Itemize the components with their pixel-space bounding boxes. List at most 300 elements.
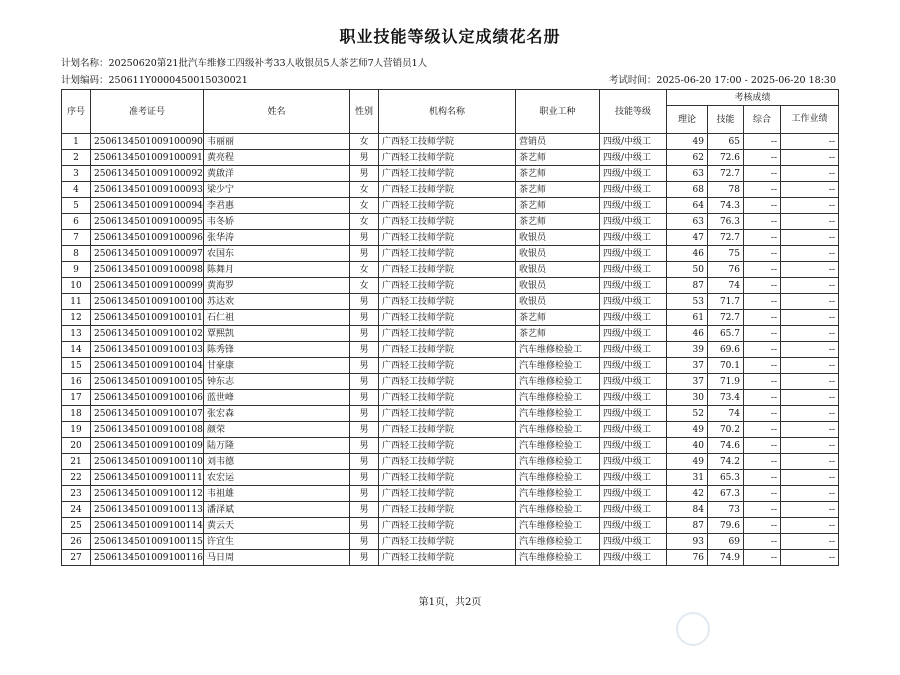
- cell-job: 汽车维修检验工: [516, 550, 600, 566]
- cell-theory: 62: [667, 150, 708, 166]
- cell-job: 汽车维修检验工: [516, 390, 600, 406]
- cell-performance: --: [781, 198, 839, 214]
- table-row: [62, 390, 839, 406]
- cell-name: 马日周: [204, 550, 350, 566]
- cell-job: 收银员: [516, 294, 600, 310]
- cell-job: 营销员: [516, 134, 600, 150]
- cell-ticket: 2506134501009100090: [91, 134, 204, 150]
- cell-performance: --: [781, 214, 839, 230]
- cell-job: 汽车维修检验工: [516, 534, 600, 550]
- cell-seq: 9: [62, 262, 91, 278]
- cell-job: 汽车维修检验工: [516, 470, 600, 486]
- cell-performance: --: [781, 134, 839, 150]
- cell-seq: 13: [62, 326, 91, 342]
- table-row: [62, 550, 839, 566]
- cell-comprehensive: --: [744, 550, 781, 566]
- cell-level: 四级/中级工: [600, 326, 667, 342]
- cell-org: 广西轻工技师学院: [379, 454, 516, 470]
- cell-job: 汽车维修检验工: [516, 422, 600, 438]
- cell-level: 四级/中级工: [600, 342, 667, 358]
- cell-name: 黄云天: [204, 518, 350, 534]
- cell-seq: 5: [62, 198, 91, 214]
- cell-job: 汽车维修检验工: [516, 342, 600, 358]
- cell-seq: 24: [62, 502, 91, 518]
- cell-seq: 21: [62, 454, 91, 470]
- cell-theory: 30: [667, 390, 708, 406]
- cell-ticket: 2506134501009100098: [91, 262, 204, 278]
- table-row: [62, 182, 839, 198]
- cell-skill: 71.7: [708, 294, 744, 310]
- cell-name: 蓝世峰: [204, 390, 350, 406]
- cell-name: 黄亮程: [204, 150, 350, 166]
- score-roster-table: [61, 89, 839, 566]
- cell-level: 四级/中级工: [600, 166, 667, 182]
- watermark-logo: [676, 610, 860, 646]
- cell-theory: 42: [667, 486, 708, 502]
- cell-org: 广西轻工技师学院: [379, 358, 516, 374]
- plan-code: 计划编码：250611Y0000450015030021: [61, 75, 248, 86]
- cell-comprehensive: --: [744, 358, 781, 374]
- cell-comprehensive: --: [744, 262, 781, 278]
- cell-comprehensive: --: [744, 310, 781, 326]
- cell-level: 四级/中级工: [600, 150, 667, 166]
- cell-level: 四级/中级工: [600, 422, 667, 438]
- table-row: [62, 422, 839, 438]
- cell-level: 四级/中级工: [600, 358, 667, 374]
- cell-theory: 49: [667, 454, 708, 470]
- cell-performance: --: [781, 326, 839, 342]
- cell-comprehensive: --: [744, 246, 781, 262]
- cell-performance: --: [781, 150, 839, 166]
- cell-theory: 61: [667, 310, 708, 326]
- cell-name: 农国东: [204, 246, 350, 262]
- cell-gender: 女: [350, 262, 379, 278]
- cell-seq: 11: [62, 294, 91, 310]
- cell-ticket: 2506134501009100099: [91, 278, 204, 294]
- cell-gender: 男: [350, 310, 379, 326]
- cell-name: 许宜生: [204, 534, 350, 550]
- cell-skill: 71.9: [708, 374, 744, 390]
- cell-ticket: 2506134501009100112: [91, 486, 204, 502]
- cell-comprehensive: --: [744, 406, 781, 422]
- cell-seq: 19: [62, 422, 91, 438]
- cell-name: 钟东志: [204, 374, 350, 390]
- cell-seq: 3: [62, 166, 91, 182]
- cell-theory: 76: [667, 550, 708, 566]
- cell-comprehensive: --: [744, 230, 781, 246]
- cell-job: 茶艺师: [516, 326, 600, 342]
- cell-org: 广西轻工技师学院: [379, 230, 516, 246]
- cell-gender: 女: [350, 182, 379, 198]
- header-scores: 考核成绩: [667, 90, 839, 106]
- cell-comprehensive: --: [744, 166, 781, 182]
- cell-job: 茶艺师: [516, 182, 600, 198]
- header-level: 技能等级: [600, 90, 667, 134]
- cell-performance: --: [781, 470, 839, 486]
- cell-theory: 37: [667, 374, 708, 390]
- cell-skill: 76.3: [708, 214, 744, 230]
- cell-skill: 67.3: [708, 486, 744, 502]
- cell-org: 广西轻工技师学院: [379, 198, 516, 214]
- cell-org: 广西轻工技师学院: [379, 502, 516, 518]
- cell-org: 广西轻工技师学院: [379, 342, 516, 358]
- cell-skill: 72.7: [708, 166, 744, 182]
- cell-org: 广西轻工技师学院: [379, 166, 516, 182]
- cell-gender: 男: [350, 422, 379, 438]
- cell-ticket: 2506134501009100094: [91, 198, 204, 214]
- cell-org: 广西轻工技师学院: [379, 470, 516, 486]
- cell-job: 茶艺师: [516, 150, 600, 166]
- cell-seq: 25: [62, 518, 91, 534]
- cell-level: 四级/中级工: [600, 278, 667, 294]
- cell-performance: --: [781, 166, 839, 182]
- cell-seq: 22: [62, 470, 91, 486]
- cell-seq: 16: [62, 374, 91, 390]
- cell-performance: --: [781, 486, 839, 502]
- cell-gender: 男: [350, 374, 379, 390]
- cell-skill: 65.3: [708, 470, 744, 486]
- cell-gender: 男: [350, 246, 379, 262]
- cell-performance: --: [781, 230, 839, 246]
- cell-level: 四级/中级工: [600, 406, 667, 422]
- cell-gender: 男: [350, 358, 379, 374]
- cell-theory: 68: [667, 182, 708, 198]
- cell-gender: 男: [350, 390, 379, 406]
- cell-org: 广西轻工技师学院: [379, 390, 516, 406]
- cell-gender: 女: [350, 278, 379, 294]
- cell-skill: 79.6: [708, 518, 744, 534]
- cell-job: 收银员: [516, 230, 600, 246]
- cell-ticket: 2506134501009100113: [91, 502, 204, 518]
- cell-seq: 2: [62, 150, 91, 166]
- cell-theory: 53: [667, 294, 708, 310]
- cell-skill: 74.6: [708, 438, 744, 454]
- cell-job: 汽车维修检验工: [516, 502, 600, 518]
- cell-skill: 74.9: [708, 550, 744, 566]
- cell-comprehensive: --: [744, 390, 781, 406]
- cell-level: 四级/中级工: [600, 134, 667, 150]
- cell-seq: 14: [62, 342, 91, 358]
- cell-skill: 72.7: [708, 230, 744, 246]
- header-theory: 理论: [667, 106, 708, 134]
- table-row: [62, 406, 839, 422]
- cell-theory: 47: [667, 230, 708, 246]
- cell-name: 刘韦德: [204, 454, 350, 470]
- cell-gender: 男: [350, 502, 379, 518]
- cell-skill: 70.2: [708, 422, 744, 438]
- table-row: [62, 342, 839, 358]
- cell-level: 四级/中级工: [600, 262, 667, 278]
- cell-name: 张华涛: [204, 230, 350, 246]
- cell-gender: 男: [350, 486, 379, 502]
- cell-gender: 男: [350, 518, 379, 534]
- cell-gender: 男: [350, 406, 379, 422]
- cell-theory: 64: [667, 198, 708, 214]
- cell-job: 汽车维修检验工: [516, 438, 600, 454]
- cell-performance: --: [781, 454, 839, 470]
- header-name: 姓名: [204, 90, 350, 134]
- cell-seq: 1: [62, 134, 91, 150]
- cell-level: 四级/中级工: [600, 294, 667, 310]
- cell-performance: --: [781, 406, 839, 422]
- cell-skill: 74.2: [708, 454, 744, 470]
- cell-job: 汽车维修检验工: [516, 454, 600, 470]
- cell-name: 李君惠: [204, 198, 350, 214]
- cell-ticket: 2506134501009100106: [91, 390, 204, 406]
- cell-name: 石仁祖: [204, 310, 350, 326]
- header-comprehensive: 综合: [744, 106, 781, 134]
- cell-org: 广西轻工技师学院: [379, 246, 516, 262]
- cell-comprehensive: --: [744, 278, 781, 294]
- cell-theory: 87: [667, 278, 708, 294]
- cell-skill: 70.1: [708, 358, 744, 374]
- table-row: [62, 214, 839, 230]
- cell-level: 四级/中级工: [600, 214, 667, 230]
- cell-performance: --: [781, 534, 839, 550]
- cell-org: 广西轻工技师学院: [379, 550, 516, 566]
- cell-level: 四级/中级工: [600, 390, 667, 406]
- cell-performance: --: [781, 438, 839, 454]
- table-row: [62, 358, 839, 374]
- cell-performance: --: [781, 278, 839, 294]
- header-seq: 序号: [62, 90, 91, 134]
- cell-seq: 18: [62, 406, 91, 422]
- cell-job: 茶艺师: [516, 166, 600, 182]
- cell-seq: 15: [62, 358, 91, 374]
- cell-level: 四级/中级工: [600, 438, 667, 454]
- table-row: [62, 150, 839, 166]
- cell-name: 农宏运: [204, 470, 350, 486]
- table-row: [62, 534, 839, 550]
- table-row: [62, 134, 839, 150]
- cell-performance: --: [781, 390, 839, 406]
- cell-gender: 女: [350, 134, 379, 150]
- cell-comprehensive: --: [744, 182, 781, 198]
- cell-ticket: 2506134501009100107: [91, 406, 204, 422]
- cell-org: 广西轻工技师学院: [379, 134, 516, 150]
- header-ticket: 准考证号: [91, 90, 204, 134]
- cell-seq: 12: [62, 310, 91, 326]
- cell-gender: 男: [350, 342, 379, 358]
- header-job: 职业工种: [516, 90, 600, 134]
- cell-org: 广西轻工技师学院: [379, 438, 516, 454]
- header-performance: 工作业绩: [781, 106, 839, 134]
- cell-job: 茶艺师: [516, 310, 600, 326]
- cell-theory: 46: [667, 326, 708, 342]
- cell-comprehensive: --: [744, 134, 781, 150]
- cell-gender: 男: [350, 534, 379, 550]
- cell-gender: 男: [350, 438, 379, 454]
- cell-org: 广西轻工技师学院: [379, 182, 516, 198]
- cell-comprehensive: --: [744, 518, 781, 534]
- cell-skill: 72.6: [708, 150, 744, 166]
- cell-theory: 40: [667, 438, 708, 454]
- cell-level: 四级/中级工: [600, 246, 667, 262]
- page-title: 职业技能等级认定成绩花名册: [339, 27, 561, 46]
- cell-org: 广西轻工技师学院: [379, 150, 516, 166]
- cell-skill: 69.6: [708, 342, 744, 358]
- cell-org: 广西轻工技师学院: [379, 422, 516, 438]
- cell-theory: 63: [667, 166, 708, 182]
- cell-comprehensive: --: [744, 486, 781, 502]
- cell-performance: --: [781, 310, 839, 326]
- cell-ticket: 2506134501009100101: [91, 310, 204, 326]
- header-skill: 技能: [708, 106, 744, 134]
- cell-comprehensive: --: [744, 422, 781, 438]
- cell-theory: 87: [667, 518, 708, 534]
- cell-comprehensive: --: [744, 342, 781, 358]
- table-row: [62, 374, 839, 390]
- cell-skill: 74.3: [708, 198, 744, 214]
- cell-seq: 8: [62, 246, 91, 262]
- table-row: [62, 438, 839, 454]
- cell-job: 收银员: [516, 278, 600, 294]
- cell-gender: 男: [350, 294, 379, 310]
- cell-seq: 20: [62, 438, 91, 454]
- cell-seq: 17: [62, 390, 91, 406]
- cell-level: 四级/中级工: [600, 454, 667, 470]
- cell-comprehensive: --: [744, 438, 781, 454]
- cell-job: 汽车维修检验工: [516, 358, 600, 374]
- cell-name: 甘豪康: [204, 358, 350, 374]
- table-row: [62, 294, 839, 310]
- cell-org: 广西轻工技师学院: [379, 486, 516, 502]
- table-row: [62, 326, 839, 342]
- header-org: 机构名称: [379, 90, 516, 134]
- cell-gender: 男: [350, 454, 379, 470]
- cell-level: 四级/中级工: [600, 198, 667, 214]
- cell-ticket: 2506134501009100116: [91, 550, 204, 566]
- cell-skill: 78: [708, 182, 744, 198]
- cell-org: 广西轻工技师学院: [379, 374, 516, 390]
- cell-seq: 23: [62, 486, 91, 502]
- cell-ticket: 2506134501009100115: [91, 534, 204, 550]
- cell-level: 四级/中级工: [600, 550, 667, 566]
- cell-skill: 65: [708, 134, 744, 150]
- cell-name: 陆万隆: [204, 438, 350, 454]
- cell-seq: 27: [62, 550, 91, 566]
- cell-name: 颜荣: [204, 422, 350, 438]
- cell-seq: 6: [62, 214, 91, 230]
- cell-org: 广西轻工技师学院: [379, 294, 516, 310]
- cell-theory: 49: [667, 422, 708, 438]
- cell-job: 茶艺师: [516, 214, 600, 230]
- cell-skill: 76: [708, 262, 744, 278]
- cell-ticket: 2506134501009100092: [91, 166, 204, 182]
- cell-skill: 73: [708, 502, 744, 518]
- cell-theory: 49: [667, 134, 708, 150]
- cell-name: 梁少宁: [204, 182, 350, 198]
- cell-performance: --: [781, 422, 839, 438]
- cell-skill: 74: [708, 278, 744, 294]
- cell-theory: 52: [667, 406, 708, 422]
- cell-skill: 75: [708, 246, 744, 262]
- cell-performance: --: [781, 342, 839, 358]
- cell-gender: 女: [350, 198, 379, 214]
- cell-ticket: 2506134501009100100: [91, 294, 204, 310]
- cell-org: 广西轻工技师学院: [379, 262, 516, 278]
- cell-skill: 69: [708, 534, 744, 550]
- cell-name: 韦冬娇: [204, 214, 350, 230]
- cell-ticket: 2506134501009100102: [91, 326, 204, 342]
- cell-gender: 男: [350, 326, 379, 342]
- cell-org: 广西轻工技师学院: [379, 310, 516, 326]
- cell-job: 汽车维修检验工: [516, 374, 600, 390]
- watermark-circle-icon: [676, 612, 710, 646]
- cell-performance: --: [781, 182, 839, 198]
- cell-ticket: 2506134501009100096: [91, 230, 204, 246]
- table-row: [62, 486, 839, 502]
- cell-name: 韦丽丽: [204, 134, 350, 150]
- cell-level: 四级/中级工: [600, 486, 667, 502]
- cell-comprehensive: --: [744, 294, 781, 310]
- cell-org: 广西轻工技师学院: [379, 518, 516, 534]
- cell-skill: 74: [708, 406, 744, 422]
- table-row: [62, 470, 839, 486]
- table-row: [62, 230, 839, 246]
- cell-level: 四级/中级工: [600, 470, 667, 486]
- cell-ticket: 2506134501009100114: [91, 518, 204, 534]
- cell-name: 苏达欢: [204, 294, 350, 310]
- cell-performance: --: [781, 358, 839, 374]
- cell-theory: 39: [667, 342, 708, 358]
- cell-ticket: 2506134501009100110: [91, 454, 204, 470]
- cell-performance: --: [781, 550, 839, 566]
- cell-theory: 63: [667, 214, 708, 230]
- cell-job: 汽车维修检验工: [516, 406, 600, 422]
- cell-job: 汽车维修检验工: [516, 518, 600, 534]
- cell-org: 广西轻工技师学院: [379, 214, 516, 230]
- cell-ticket: 2506134501009100103: [91, 342, 204, 358]
- cell-level: 四级/中级工: [600, 518, 667, 534]
- cell-level: 四级/中级工: [600, 374, 667, 390]
- plan-name: 计划名称：20250620第21批汽车维修工四级补考33人收银员5人茶艺师7人营销员1人: [61, 58, 428, 69]
- cell-seq: 10: [62, 278, 91, 294]
- table-row: [62, 198, 839, 214]
- table-row: [62, 454, 839, 470]
- cell-ticket: 2506134501009100104: [91, 358, 204, 374]
- cell-level: 四级/中级工: [600, 502, 667, 518]
- cell-theory: 84: [667, 502, 708, 518]
- cell-ticket: 2506134501009100108: [91, 422, 204, 438]
- cell-job: 收银员: [516, 246, 600, 262]
- cell-gender: 男: [350, 150, 379, 166]
- table-row: [62, 502, 839, 518]
- table-row: [62, 518, 839, 534]
- cell-job: 收银员: [516, 262, 600, 278]
- cell-org: 广西轻工技师学院: [379, 278, 516, 294]
- cell-name: 覃熙凯: [204, 326, 350, 342]
- cell-name: 陈秀锋: [204, 342, 350, 358]
- cell-performance: --: [781, 502, 839, 518]
- cell-ticket: 2506134501009100093: [91, 182, 204, 198]
- cell-performance: --: [781, 246, 839, 262]
- cell-skill: 73.4: [708, 390, 744, 406]
- header-gender: 性别: [350, 90, 379, 134]
- cell-org: 广西轻工技师学院: [379, 534, 516, 550]
- cell-performance: --: [781, 518, 839, 534]
- cell-job: 茶艺师: [516, 198, 600, 214]
- cell-performance: --: [781, 262, 839, 278]
- cell-gender: 男: [350, 166, 379, 182]
- cell-performance: --: [781, 374, 839, 390]
- cell-level: 四级/中级工: [600, 230, 667, 246]
- cell-theory: 93: [667, 534, 708, 550]
- cell-theory: 50: [667, 262, 708, 278]
- cell-gender: 男: [350, 550, 379, 566]
- cell-theory: 31: [667, 470, 708, 486]
- table-row: [62, 262, 839, 278]
